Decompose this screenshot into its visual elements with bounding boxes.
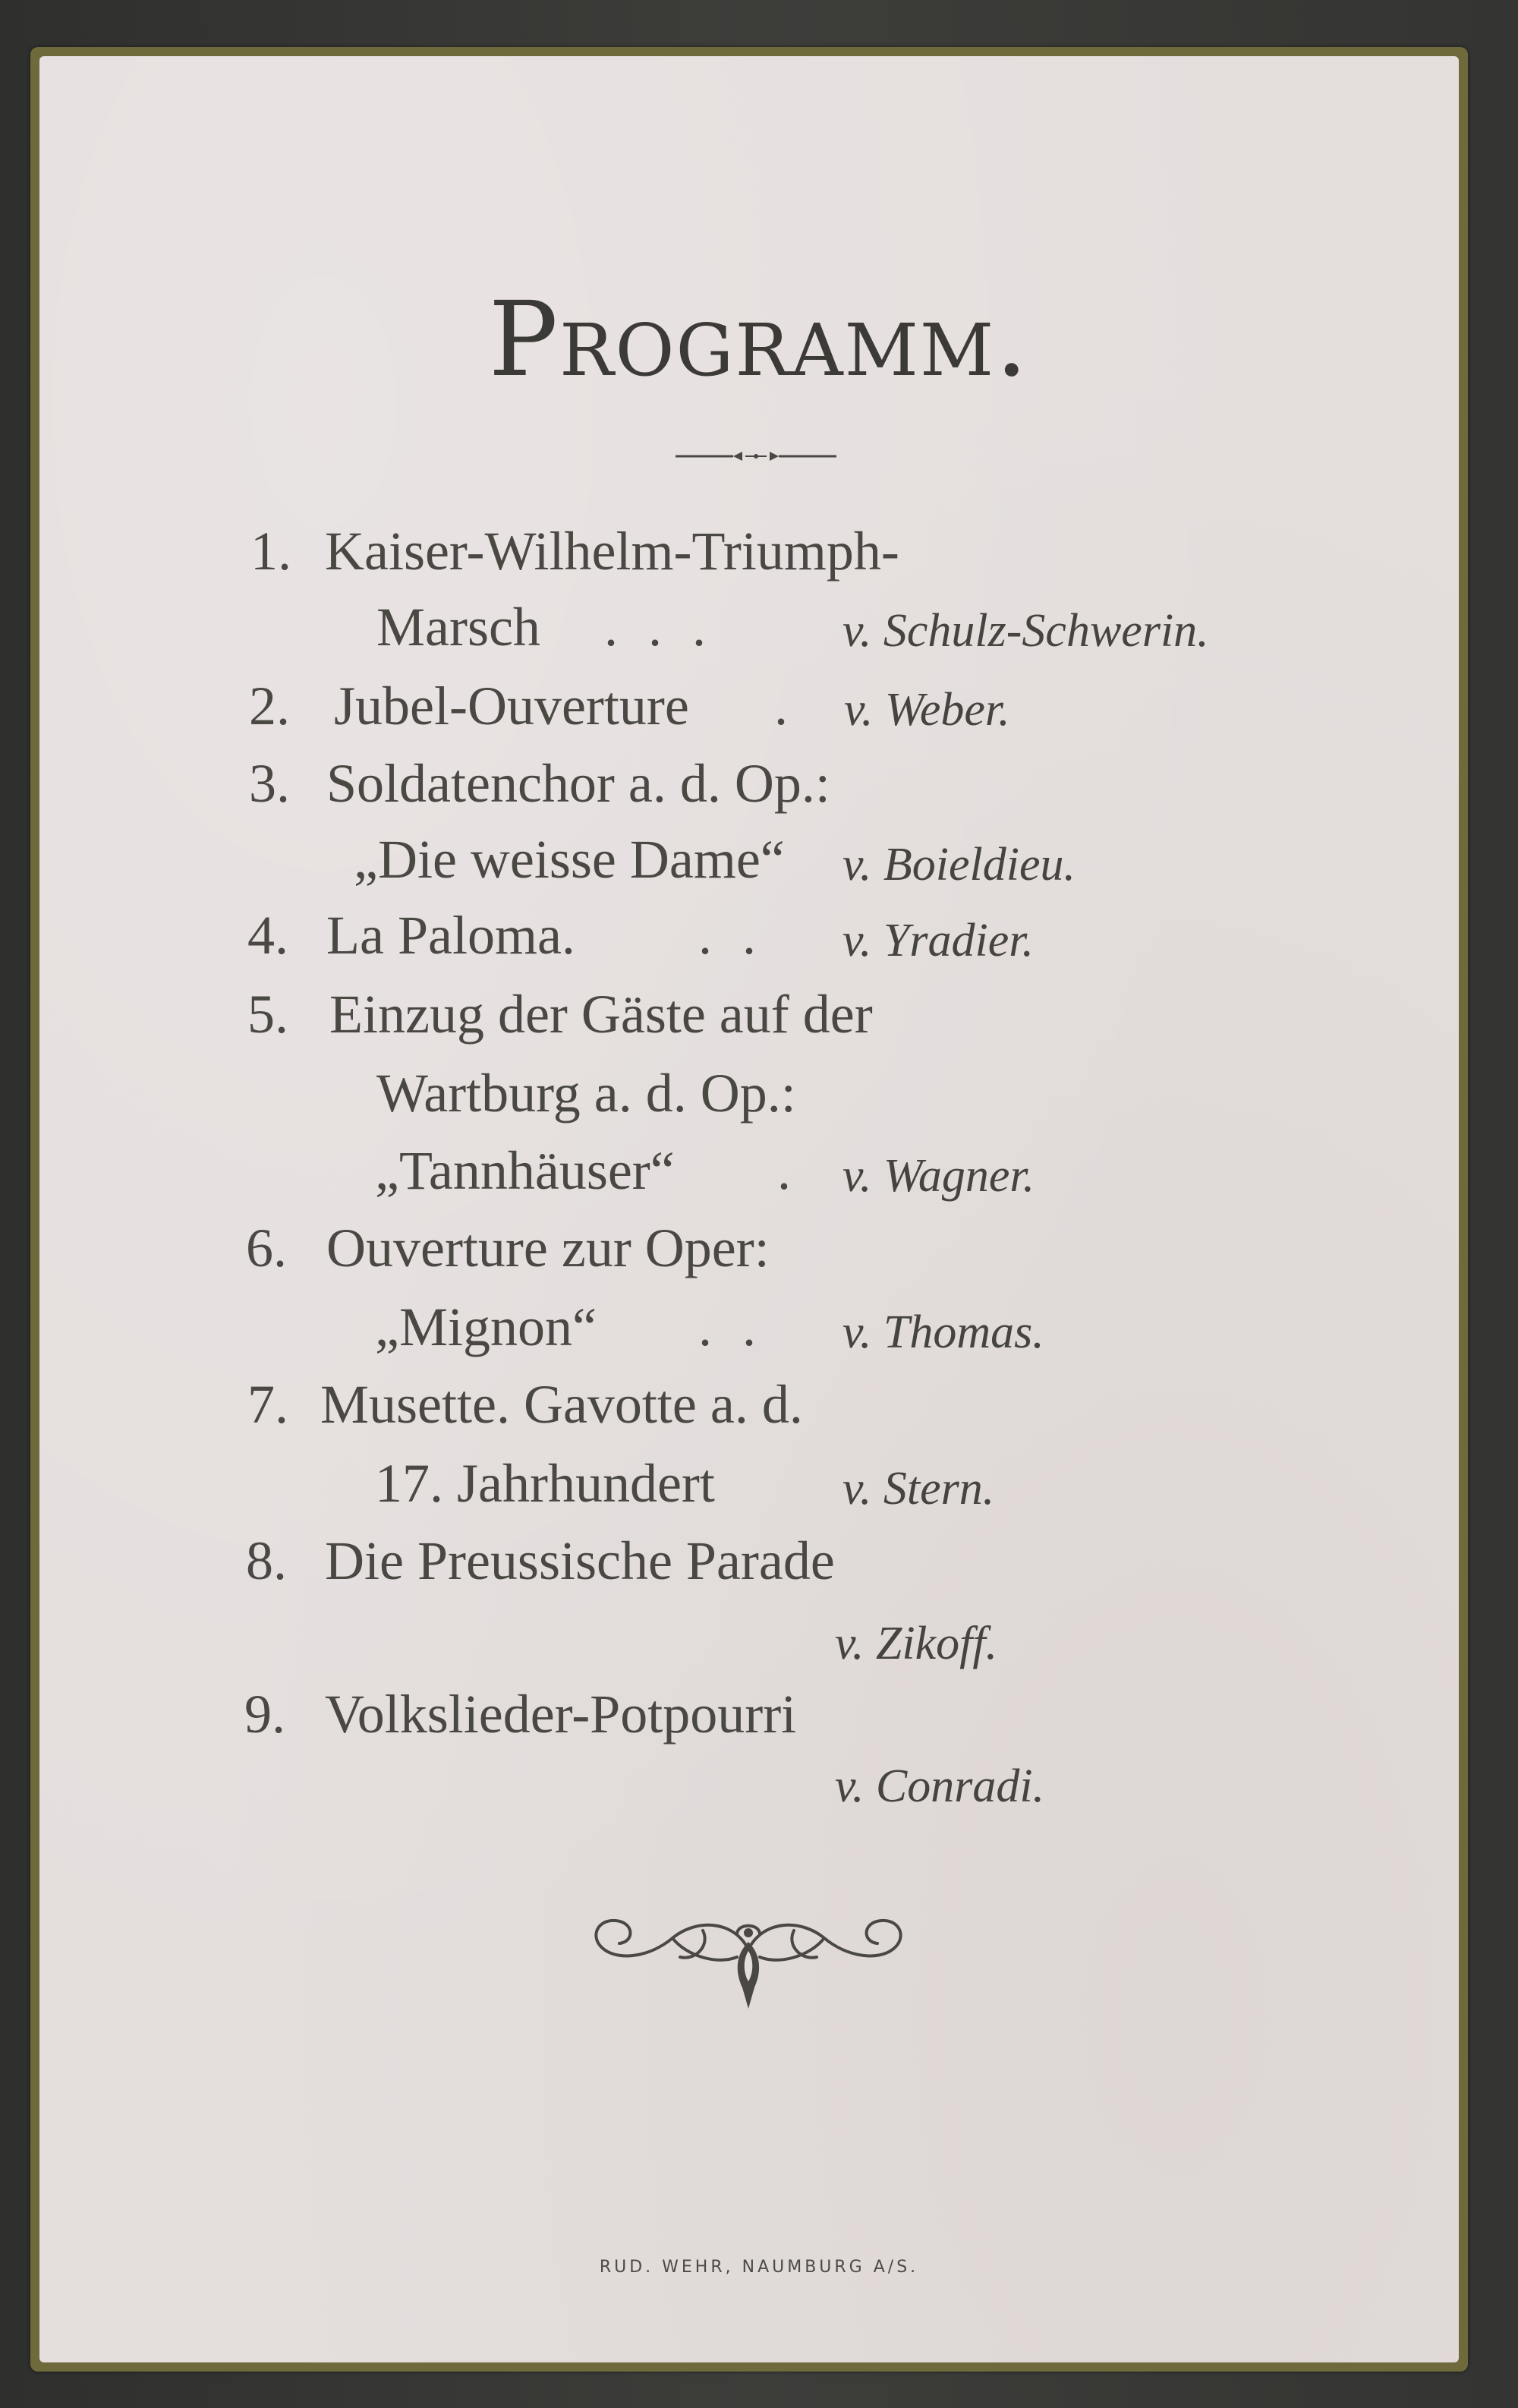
item-title-line: „Tannhäuser“: [375, 1140, 675, 1201]
item-number: 4.: [247, 905, 288, 966]
item-title-line: Kaiser-Wilhelm-Triumph-: [325, 521, 899, 582]
item-title-line: Musette. Gavotte a. d.: [320, 1374, 803, 1435]
item-composer: v. Yradier.: [842, 915, 1035, 966]
item-composer: v. Stern.: [842, 1463, 995, 1514]
item-number: 7.: [247, 1374, 288, 1435]
printer-imprint: RUD. WEHR, NAUMBURG A/S.: [599, 2258, 919, 2277]
item-title-line: Marsch: [376, 597, 540, 657]
item-number: 9.: [244, 1684, 285, 1745]
leader-dots: ...: [604, 597, 736, 657]
item-title-line: Volkslieder-Potpourri: [325, 1684, 797, 1745]
leader-dots: .: [777, 1140, 821, 1201]
item-title-line: Einzug der Gäste auf der: [329, 984, 873, 1045]
item-composer: v. Conradi.: [835, 1760, 1045, 1812]
item-title-line: La Paloma.: [326, 905, 575, 966]
item-composer: v. Weber.: [844, 684, 1010, 736]
item-number: 8.: [246, 1530, 287, 1591]
page-title: Programm.: [488, 280, 1030, 400]
item-number: 1.: [250, 521, 291, 582]
item-title-line: Jubel-Ouverture: [334, 676, 689, 736]
item-title-line: „Die weisse Dame“: [354, 829, 785, 890]
leader-dots: ..: [698, 905, 786, 966]
item-composer: v. Zikoff.: [835, 1618, 998, 1669]
item-title-line: „Mignon“: [375, 1297, 597, 1357]
leader-dots: .: [774, 676, 818, 736]
item-title-line: Soldatenchor a. d. Op.:: [326, 753, 830, 814]
item-number: 2.: [249, 676, 290, 736]
item-number: 3.: [249, 753, 290, 814]
item-number: 5.: [247, 984, 288, 1045]
flourish-ornament: [581, 1904, 915, 2025]
title-divider-ornament: [672, 445, 839, 468]
item-composer: v. Thomas.: [842, 1306, 1044, 1358]
item-composer: v. Wagner.: [842, 1150, 1035, 1202]
item-composer: v. Boieldieu.: [842, 839, 1076, 890]
leader-dots: ..: [698, 1297, 786, 1357]
item-number: 6.: [246, 1218, 287, 1278]
item-title-line: 17. Jahrhundert: [375, 1453, 715, 1514]
item-title-line: Wartburg a. d. Op.:: [376, 1063, 796, 1124]
item-title-line: Die Preussische Parade: [325, 1530, 835, 1591]
item-composer: v. Schulz-Schwerin.: [842, 605, 1209, 657]
item-title-line: Ouverture zur Oper:: [326, 1218, 770, 1278]
